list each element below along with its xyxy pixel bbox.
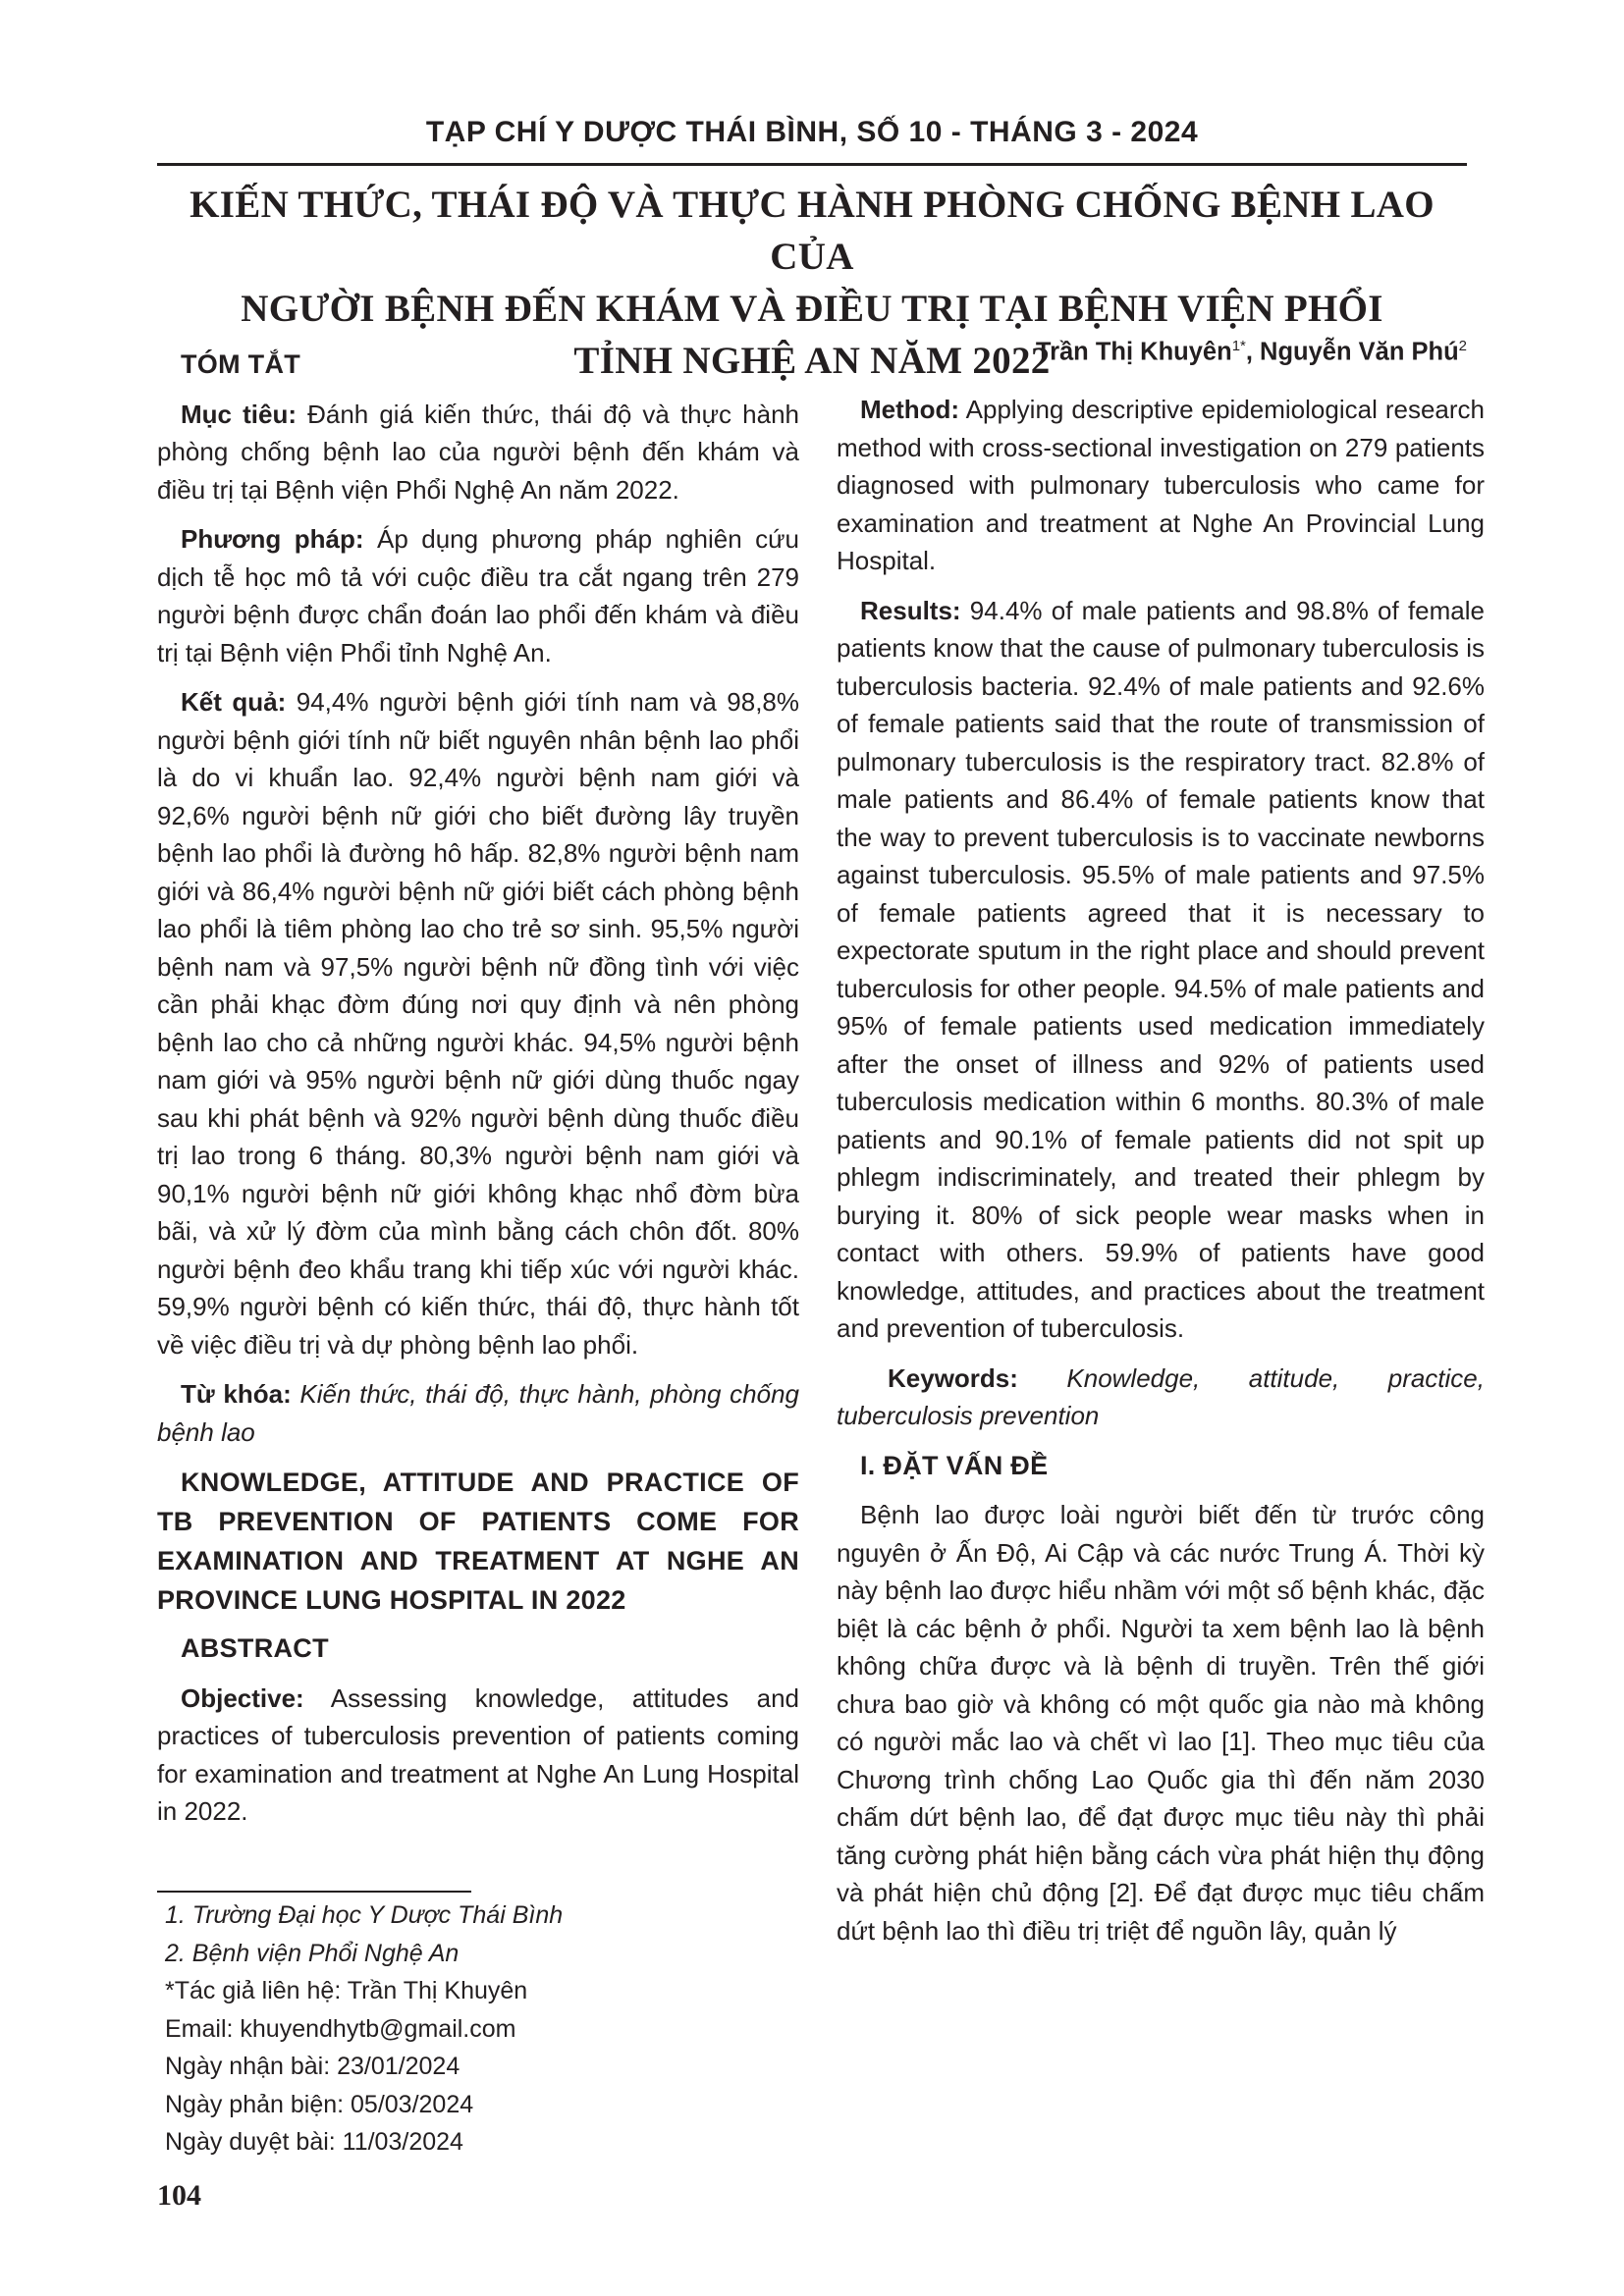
affiliation-1: 1. Trường Đại học Y Dược Thái Bình (165, 1901, 564, 1929)
tom-tat-objective (157, 396, 799, 509)
abstract-objective (157, 1680, 799, 1831)
author-2: Nguyễn Văn Phú (1260, 338, 1459, 366)
title-line-1: KIẾN THỨC, THÁI ĐỘ VÀ THỰC HÀNH PHÒNG CHỐNG BỆNH LAO CỦA (189, 184, 1435, 278)
header-rule (157, 163, 1467, 166)
intro-paragraph: Bệnh lao được loài người biết đến từ trước công nguyên ở Ấn Độ, Ai Cập và các nước Trung Á. Thời kỳ này bệnh lao được hiểu nhầm với một số bệnh khác, đặc biệt là các bệnh ở phổi. Người ta xem bệnh lao là bệnh không chữa được và là bệnh di truyền. Trên thế giới chưa bao giờ và không có một quốc gia nào mà không có người mắc lao và chết vì lao [1]. Theo mục tiêu của Chương trình chống Lao Quốc gia thì đến năm 2030 chấm dứt bệnh lao, để đạt được mục tiêu này thì phải tăng cường phát hiện bằng cách vừa phát hiện thụ động và phát hiện chủ động [2]. Để đạt được mục tiêu chấm dứt bệnh lao thì điều trị triệt để nguồn lây, quản lý (837, 1500, 1485, 1946)
right-column (837, 391, 1485, 1961)
abstract-keywords (837, 1360, 1485, 1435)
abstract-results (837, 592, 1485, 1348)
corresponding-author: *Tác giả liên hệ: Trần Thị Khuyên (165, 1977, 528, 2004)
title-line-2: NGƯỜI BỆNH ĐẾN KHÁM VÀ ĐIỀU TRỊ TẠI BỆNH VIỆN PHỔI (241, 288, 1383, 330)
contact-email: Email: khuyendhytb@gmail.com (165, 2014, 516, 2043)
footnotes (165, 1896, 754, 2162)
title-line-3: TỈNH NGHỆ AN NĂM 2022 (573, 340, 1051, 382)
author-1: Trần Thị Khuyên (1035, 338, 1232, 366)
footnote-rule (157, 1891, 471, 1893)
author-line (1036, 338, 1467, 367)
en-keywords-text: Knowledge, attitude, practice, tuberculosis prevention (837, 1362, 1485, 1430)
reviewed-date: Ngày phản biện: 05/03/2024 (165, 2090, 474, 2118)
objective-text: Đánh giá kiến thức, thái độ và thực hành phòng chống bệnh lao của người bệnh đến khám và điều trị tại Bệnh viện Phổi Nghệ An năm 2022. (157, 399, 799, 505)
en-method-label: Method: (860, 395, 960, 424)
en-keywords-label: Keywords: (888, 1362, 1018, 1393)
tom-tat-heading: TÓM TẮT (181, 349, 301, 379)
english-title: KNOWLEDGE, ATTITUDE AND PRACTICE OF TB PREVENTION OF PATIENTS COME FOR EXAMINATION AND TREATMENT AT NGHE AN PROVINCE LUNG HOSPITAL IN 2022 (157, 1468, 799, 1615)
tom-tat-results (157, 683, 799, 1363)
author-separator: , (1245, 338, 1261, 366)
results-label: Kết quả: (181, 687, 287, 717)
en-objective-label: Objective: (181, 1682, 304, 1713)
results-text: 94,4% người bệnh giới tính nam và 98,8% người bệnh giới tính nữ biết nguyên nhân bệnh lao phổi là do vi khuẩn lao. 92,4% người bệnh nam giới và 92,6% người bệnh nữ giới cho biết đường lây truyền bệnh lao phổi là đường hô hấp. 82,8% người bệnh nam giới và 86,4% người bệnh nữ giới biết cách phòng bệnh lao phổi là tiêm phòng lao cho trẻ sơ sinh. 95,5% người bệnh nam và 97,5% người bệnh nữ đồng tình với việc cần phải khạc đờm đúng nơi quy định và nên phòng bệnh lao cho cả những người khác. 94,5% người bệnh nam giới và 95% người bệnh nữ giới dùng thuốc ngay sau khi phát bệnh và 92% người bệnh dùng thuốc điều trị lao trong 6 tháng. 80,3% người bệnh nam giới và 90,1% người bệnh nữ giới không khạc nhổ đờm bừa bãi, và xử lý đờm của mình bằng cách chôn đốt. 80% người bệnh đeo khẩu trang khi tiếp xúc với người khác. 59,9% người bệnh có kiến thức, thái độ, thực hành tốt về việc điều trị và dự phòng bệnh lao phổi. (157, 687, 799, 1360)
keywords-text: Kiến thức, thái độ, thực hành, phòng chống bệnh lao (157, 1379, 799, 1447)
method-label: Phương pháp: (181, 524, 364, 554)
author-2-affiliation-mark: 2 (1458, 338, 1467, 354)
abstract-method (837, 391, 1485, 580)
en-results-label: Results: (860, 595, 961, 625)
author-1-affiliation-mark: 1* (1231, 338, 1246, 354)
left-column (157, 346, 799, 1842)
journal-running-head: TẠP CHÍ Y DƯỢC THÁI BÌNH, SỐ 10 - THÁNG 3 - 2024 (425, 116, 1199, 148)
received-date: Ngày nhận bài: 23/01/2024 (165, 2053, 460, 2080)
tom-tat-method (157, 520, 799, 671)
page-number: 104 (157, 2179, 201, 2212)
objective-label: Mục tiêu: (181, 399, 297, 429)
tom-tat-keywords (157, 1375, 799, 1451)
intro-heading: I. ĐẶT VẤN ĐỀ (860, 1450, 1049, 1480)
abstract-heading: ABSTRACT (181, 1633, 329, 1663)
affiliation-2: 2. Bệnh viện Phổi Nghệ An (165, 1939, 460, 1967)
en-objective-text: Assessing knowledge, attitudes and practices of tuberculosis prevention of patients coming for examination and treatment at Nghe An Lung Hospital in 2022. (157, 1682, 799, 1826)
keywords-label: Từ khóa: (181, 1379, 292, 1409)
accepted-date: Ngày duyệt bài: 11/03/2024 (165, 2128, 463, 2156)
en-method-text: Applying descriptive epidemiological research method with cross-sectional investigation on 279 patients diagnosed with pulmonary tuberculosis who came for examination and treatment at Nghe An Provincial Lung Hospital. (837, 395, 1485, 575)
method-text: Áp dụng phương pháp nghiên cứu dịch tễ học mô tả với cuộc điều tra cắt ngang trên 279 người bệnh được chẩn đoán lao phổi đến khám và điều trị tại Bệnh viện Phổi tỉnh Nghệ An. (157, 524, 799, 667)
en-results-text: 94.4% of male patients and 98.8% of female patients know that the cause of pulmonary tuberculosis is tuberculosis bacteria. 92.4% of male patients and 92.6% of female patients said that the route of transmission of pulmonary tuberculosis is the respiratory tract. 82.8% of male patients and 86.4% of female patients know that the way to prevent tuberculosis is to vaccinate newborns against tuberculosis. 95.5% of male patients and 97.5% of female patients agreed that it is necessary to expectorate sputum in the right place and should prevent tuberculosis for other people. 94.5% of male patients and 95% of female patients used medication immediately after the onset of illness and 92% of patients used tuberculosis medication within 6 months. 80.3% of male patients and 90.1% of female patients did not spit up phlegm indiscriminately, and treated their phlegm by burying it. 80% of sick people wear masks when in contact with others. 59.9% of patients have good knowledge, attitudes, and practices about the treatment and prevention of tuberculosis. (837, 595, 1485, 1343)
